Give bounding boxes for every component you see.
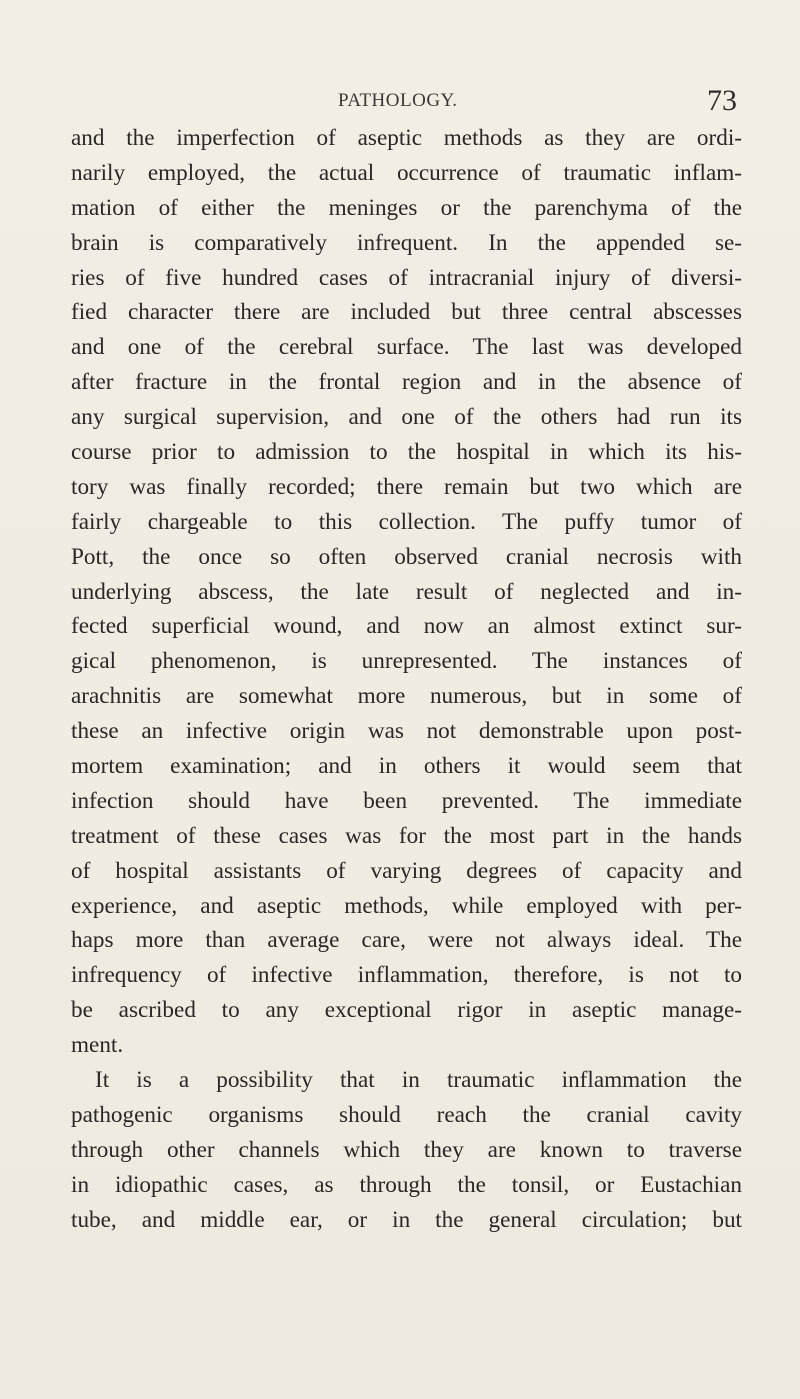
text-line: mortem examination; and in others it would seem that: [71, 753, 742, 780]
text-line: and the imperfection of aseptic methods as they are ordi-: [71, 125, 742, 151]
text-line: ries of five hundred cases of intracranial injury of diversi-: [71, 264, 742, 291]
page-number: 73: [707, 84, 737, 117]
text-line: Pott, the once so often observed cranial necrosis with: [71, 543, 742, 570]
text-line: tory was finally recorded; there remain but two which are: [71, 473, 742, 500]
text-line: narily employed, the actual occurrence of traumatic inflam-: [71, 159, 742, 186]
text-line: course prior to admission to the hospital in which its his-: [71, 439, 742, 466]
text-line: after fracture in the frontal region and in the absence of: [71, 369, 742, 396]
text-line: of hospital assistants of varying degrees of capacity and: [71, 857, 742, 884]
text-line: brain is comparatively infrequent. In the appended se-: [71, 229, 742, 256]
text-line: underlying abscess, the late result of neglected and in-: [71, 578, 742, 605]
text-line: and one of the cerebral surface. The last was developed: [71, 334, 742, 361]
text-line: pathogenic organisms should reach the cranial cavity: [71, 1101, 742, 1128]
running-title: PATHOLOGY.: [338, 90, 458, 111]
text-line: mation of either the meninges or the parenchyma of the: [71, 194, 742, 221]
text-line: fied character there are included but three central abscesses: [71, 299, 742, 326]
body-text: [71, 121, 742, 1238]
text-line: ment.: [71, 1032, 124, 1059]
text-line: haps more than average care, were not always ideal. The: [71, 927, 742, 954]
text-line: these an infective origin was not demonstrable upon post-: [71, 718, 742, 745]
running-head: [0, 84, 800, 124]
text-line: infection should have been prevented. The immediate: [71, 787, 742, 814]
text-line: in idiopathic cases, as through the tonsil, or Eustachian: [71, 1171, 742, 1198]
text-line: It is a possibility that in traumatic inflammation the: [95, 1067, 742, 1094]
text-line: tube, and middle ear, or in the general circulation; but: [71, 1206, 742, 1233]
text-line: arachnitis are somewhat more numerous, but in some of: [71, 683, 742, 710]
text-line: be ascribed to any exceptional rigor in aseptic manage-: [71, 997, 742, 1024]
text-line: infrequency of infective inflammation, therefore, is not to: [71, 962, 742, 989]
text-line: any surgical supervision, and one of the others had run its: [71, 404, 742, 431]
text-line: gical phenomenon, is unrepresented. The instances of: [71, 648, 742, 675]
text-line: experience, and aseptic methods, while employed with per-: [71, 892, 742, 919]
text-line: through other channels which they are known to traverse: [71, 1136, 742, 1163]
text-line: treatment of these cases was for the most part in the hands: [71, 822, 742, 849]
text-line: fairly chargeable to this collection. The puffy tumor of: [71, 508, 742, 535]
text-line: fected superficial wound, and now an almost extinct sur-: [71, 613, 742, 640]
